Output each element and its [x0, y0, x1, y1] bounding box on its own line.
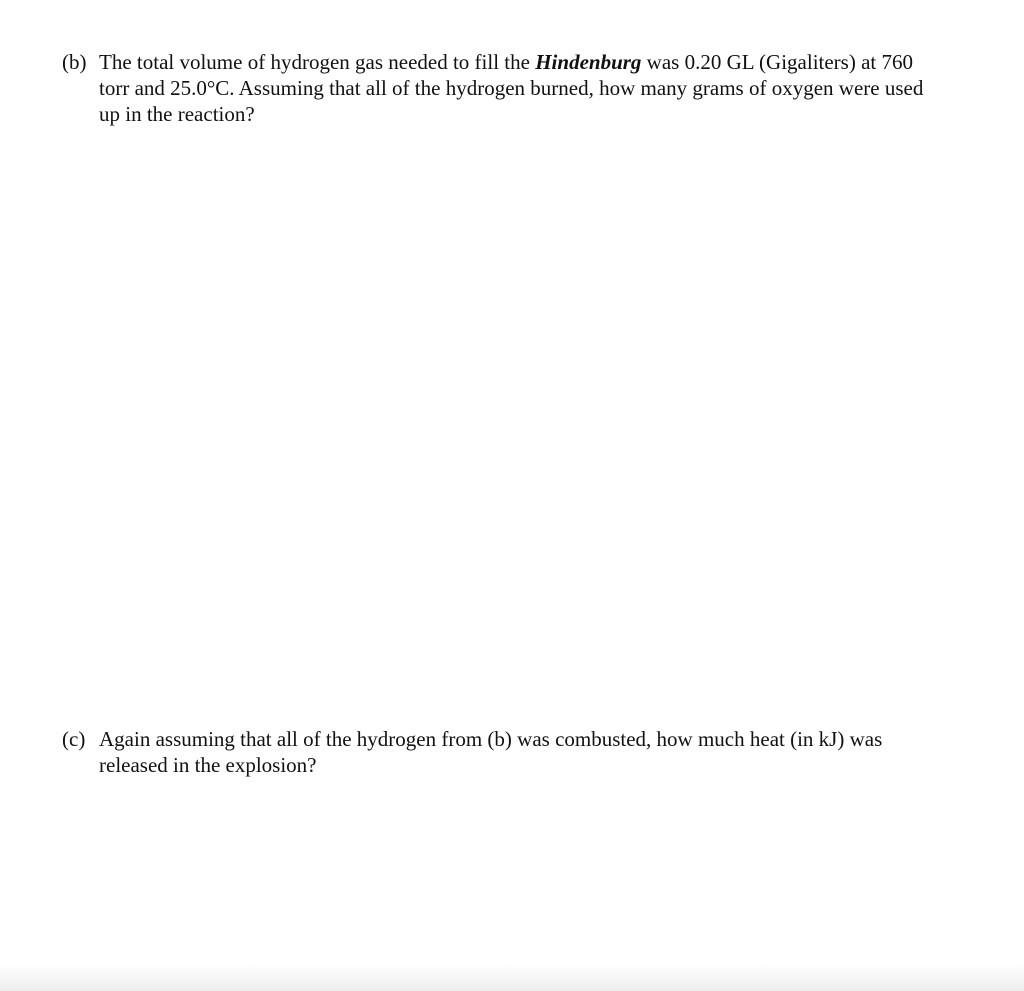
question-c-text: Again assuming that all of the hydrogen from (b) was combusted, how much heat (in kJ) was released in the explosion?	[99, 727, 883, 777]
bottom-shadow	[0, 965, 1024, 991]
question-b-text-end: was 0.20 GL (Gigaliters) at 760 torr and 25.0°C. Assuming that all of the hydrogen burned, how many grams of oxygen were used up in the reaction?	[99, 50, 924, 126]
question-c	[62, 726, 942, 778]
question-b	[62, 49, 942, 127]
hindenburg-name: Hindenburg	[535, 50, 642, 74]
question-b-label: (b)	[62, 50, 87, 74]
question-c-label: (c)	[62, 727, 86, 751]
question-b-text-start: The total volume of hydrogen gas needed to fill the	[99, 50, 536, 74]
question-b-text	[99, 49, 942, 127]
